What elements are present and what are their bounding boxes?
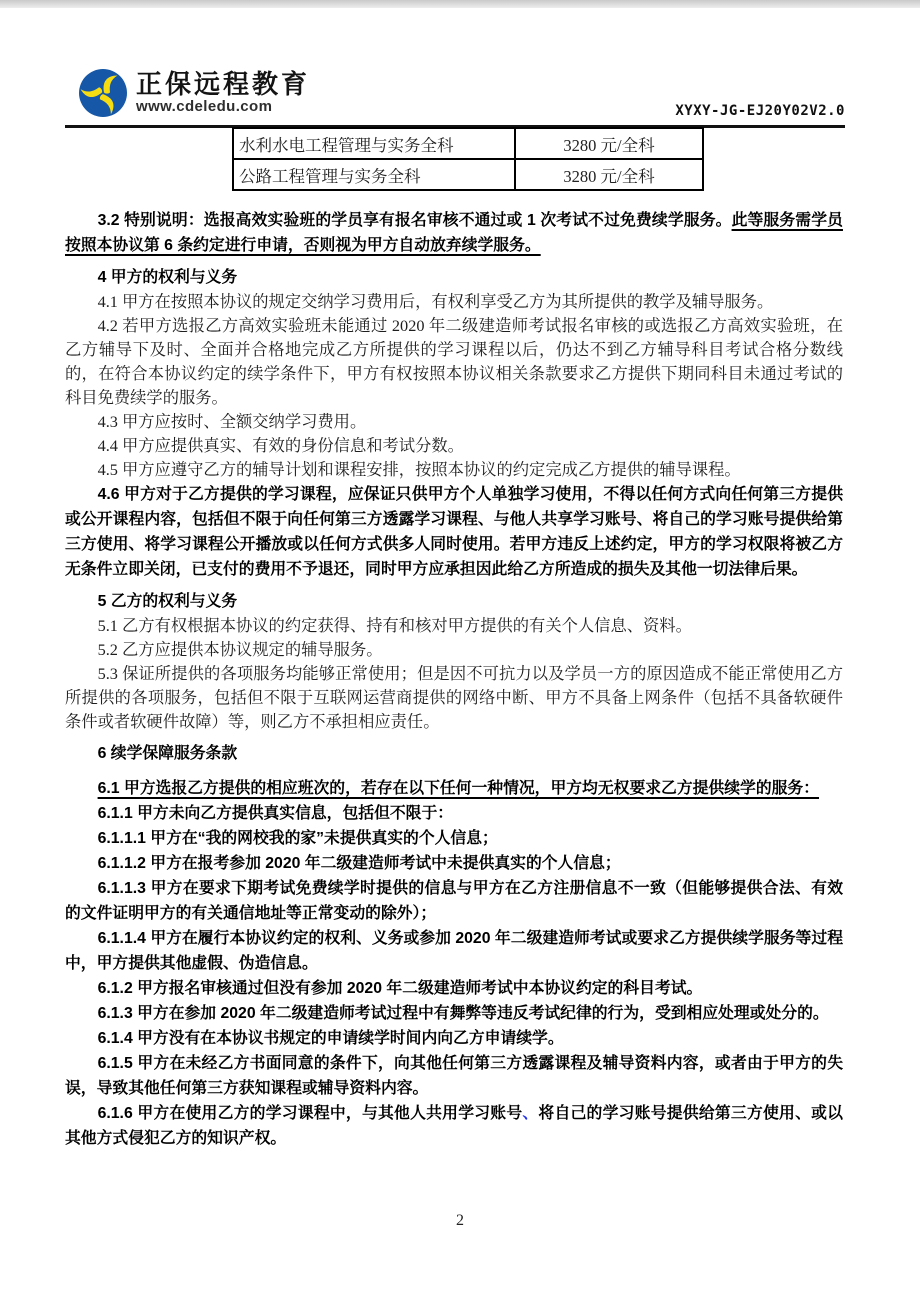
text-segment: 6.1.5 甲方在未经乙方书面同意的条件下，向其他任何第三方透露课程及辅导资料内容，或者由于甲方的失误，导致其他任何第三方获知课程或辅导资料内容。 — [65, 1055, 843, 1097]
text-segment: 6.1.2 甲方报名审核通过但没有参加 2020 年二级建造师考试中本协议约定的科目考试。 — [97, 980, 703, 997]
text-segment: 6.1.1.1 甲方在“我的网校我的家”未提供真实的个人信息； — [97, 830, 498, 847]
course-name-cell: 公路工程管理与实务全科 — [233, 159, 515, 190]
text-segment: 5.2 乙方应提供本协议规定的辅导服务。 — [97, 640, 383, 659]
scan-top-edge — [0, 0, 920, 8]
clause-paragraph — [65, 314, 843, 410]
price-table-row — [233, 159, 703, 190]
clause-paragraph — [65, 638, 843, 662]
text-segment: 6.1.3 甲方在参加 2020 年二级建造师考试过程中有舞弊等违反考试纪律的行为，受到相应处理或处分的。 — [97, 1005, 829, 1022]
brand-swirl-icon — [78, 68, 128, 118]
section-heading — [65, 741, 843, 766]
section-heading — [65, 589, 843, 614]
clause-paragraph — [65, 208, 843, 258]
clause-paragraph — [65, 876, 843, 926]
clause-paragraph — [65, 458, 843, 482]
text-segment: 6.1.1.3 甲方在要求下期考试免费续学时提供的信息与甲方在乙方注册信息不一致（但能够提供合法、有效的文件证明甲方的有关通信地址等正常变动的除外）； — [65, 880, 843, 922]
clause-paragraph — [65, 976, 843, 1001]
course-price-cell: 3280 元/全科 — [515, 128, 703, 159]
text-segment: 此等服务需学员按照本协议第 6 条约定进行申请，否则视为甲方自动放弃续学服务。 — [65, 212, 843, 254]
text-segment: 4.3 甲方应按时、全额交纳学习费用。 — [97, 412, 367, 431]
clause-paragraph — [65, 290, 843, 314]
clause-paragraph — [65, 926, 843, 976]
clause-paragraph — [65, 1101, 843, 1151]
clause-paragraph — [65, 410, 843, 434]
clause-paragraph — [65, 851, 843, 876]
text-segment: 4 甲方的权利与义务 — [97, 269, 238, 286]
clause-paragraph — [65, 801, 843, 826]
clause-paragraph — [65, 1026, 843, 1051]
text-segment: 6 续学保障服务条款 — [97, 745, 238, 762]
text-segment: 将自己的学习账号提供给第三方使用、或以其他方式侵犯乙方的知识产权。 — [65, 1105, 843, 1147]
text-segment: 、 — [522, 1105, 539, 1122]
brand-logo — [78, 68, 310, 118]
brand-website: www.cdeledu.com — [136, 98, 273, 115]
clause-paragraph — [65, 776, 843, 801]
clause-paragraph — [65, 826, 843, 851]
price-table — [232, 127, 704, 191]
page-number: 2 — [456, 1212, 464, 1229]
text-segment: 4.2 若甲方选报乙方高效实验班未能通过 2020 年二级建造师考试报名审核的或选报乙方高效实验班，在乙方辅导下及时、全面并合格地完成乙方所提供的学习课程以后，仍达不到乙方辅导科目考试合格分数线的，在符合本协议约定的续学条件下，甲方有权按照本协议相关条款要求乙方提供下期同科目未通过考试的科目免费续学的服务。 — [65, 316, 843, 407]
text-segment: 6.1.1.4 甲方在履行本协议约定的权利、义务或参加 2020 年二级建造师考试或要求乙方提供续学服务等过程中，甲方提供其他虚假、伪造信息。 — [65, 930, 843, 972]
clause-paragraph — [65, 614, 843, 638]
clause-paragraph — [65, 1001, 843, 1026]
text-segment: 5 乙方的权利与义务 — [97, 593, 238, 610]
section-heading — [65, 265, 843, 290]
clause-paragraph — [65, 482, 843, 582]
text-segment: 6.1.4 甲方没有在本协议书规定的申请续学时间内向乙方申请续学。 — [97, 1030, 564, 1047]
text-segment: 6.1.1.2 甲方在报考参加 2020 年二级建造师考试中未提供真实的个人信息； — [97, 855, 621, 872]
doc-code: XYXY-JG-EJ20Y02V2.0 — [675, 103, 845, 119]
brand-text-block — [136, 68, 310, 115]
text-segment: 3.2 特别说明：选报高效实验班的学员享有报名审核不通过或 1 次考试不过免费续学服务。 — [97, 212, 732, 229]
text-segment: 4.4 甲方应提供真实、有效的身份信息和考试分数。 — [97, 436, 464, 455]
price-table-row — [233, 128, 703, 159]
document-body — [65, 208, 843, 1151]
clause-paragraph — [65, 434, 843, 458]
price-table-body — [233, 128, 703, 190]
page-footer — [0, 1212, 920, 1230]
text-segment: 5.1 乙方有权根据本协议的约定获得、持有和核对甲方提供的有关个人信息、资料。 — [97, 616, 692, 635]
course-name-cell: 水利水电工程管理与实务全科 — [233, 128, 515, 159]
brand-name: 正保远程教育 — [136, 69, 311, 99]
text-segment: 6.1 甲方选报乙方提供的相应班次的，若存在以下任何一种情况，甲方均无权要求乙方提供续学的服务： — [97, 780, 820, 797]
clause-paragraph — [65, 1051, 843, 1101]
course-price-cell: 3280 元/全科 — [515, 159, 703, 190]
text-segment: 5.3 保证所提供的各项服务均能够正常使用；但是因不可抗力以及学员一方的原因造成不能正常使用乙方所提供的各项服务，包括但不限于互联网运营商提供的网络中断、甲方不具备上网条件（包括不具备软硬件条件或者软硬件故障）等，则乙方不承担相应责任。 — [65, 664, 843, 731]
clause-paragraph — [65, 662, 843, 734]
text-segment: 4.5 甲方应遵守乙方的辅导计划和课程安排，按照本协议的约定完成乙方提供的辅导课程。 — [97, 460, 741, 479]
text-segment: 4.6 甲方对于乙方提供的学习课程，应保证只供甲方个人单独学习使用，不得以任何方式向任何第三方提供或公开课程内容，包括但不限于向任何第三方透露学习课程、与他人共享学习账号、将自己的学习账号提供给第三方使用、将学习课程公开播放或以任何方式供多人同时使用。若甲方违反上述约定，甲方的学习权限将被乙方无条件立即关闭，已支付的费用不予退还，同时甲方应承担因此给乙方所造成的损失及其他一切法律后果。 — [65, 486, 843, 578]
text-segment: 4.1 甲方在按照本协议的规定交纳学习费用后，有权利享受乙方为其所提供的教学及辅导服务。 — [97, 292, 774, 311]
text-segment: 6.1.1 甲方未向乙方提供真实信息，包括但不限于： — [97, 805, 454, 822]
text-segment: 6.1.6 甲方在使用乙方的学习课程中，与其他人共用学习账号 — [97, 1105, 523, 1122]
